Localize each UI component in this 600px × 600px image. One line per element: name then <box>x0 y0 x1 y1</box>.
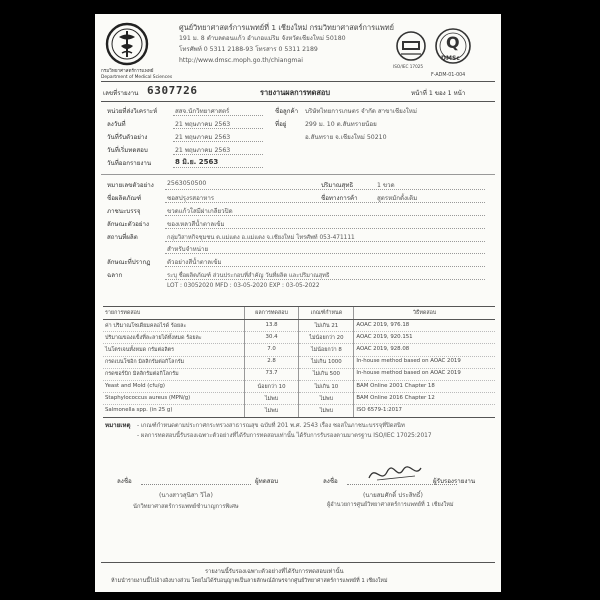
issue-date-value: 8 มิ.ย. 2563 <box>175 158 219 166</box>
sample-value: ของเหลวสีน้ำตาลเข้ม <box>167 221 225 228</box>
footer-line2: ห้ามนำรายงานนี้ไปอ้างอิงบางส่วน โดยไม่ได้รับอนุญาตเป็นลายลักษณ์อักษรจากศูนย์วิทยาศาสตร์การแพทย์ที่ 1 เชียงใหม่ <box>111 578 388 584</box>
row-criteria: ไม่เกิน 10 <box>299 380 354 392</box>
report-page <box>95 14 501 592</box>
row-method: AOAC 2019, 920.151 <box>354 332 495 344</box>
tester-name: (นางสาวสุนิสา วิไล) <box>159 492 213 499</box>
sample-value: ขวดแก้วใสมีฝาเกลียวปิด <box>167 208 233 215</box>
brand-value: สูตรหมักดั้งเดิม <box>377 195 418 202</box>
table-row <box>103 344 495 356</box>
row-result: ไม่พบ <box>244 393 299 405</box>
row-item: ปริมาณของแข็งที่ละลายได้ทั้งหมด ร้อยละ <box>103 332 244 344</box>
table-header-row <box>103 307 495 320</box>
sign-word-left: ลงชื่อ <box>117 478 132 485</box>
sample-value: สำหรับจำหน่าย <box>167 246 209 253</box>
col-header: รายการทดสอบ <box>103 307 244 320</box>
row-item: Yeast and Mold (cfu/g) <box>103 380 244 392</box>
tester-title: นักวิทยาศาสตร์การแพทย์ชำนาญการพิเศษ <box>133 504 239 510</box>
row-criteria: ไม่น้อยกว่า 20 <box>299 332 354 344</box>
sample-label: ภาชนะบรรจุ <box>107 208 141 215</box>
quality-seal-letter: Q <box>446 33 460 52</box>
row-item: Staphylococcus aureus (MPN/g) <box>103 393 244 405</box>
row-item: ค่า ปริมาณโซเดียมคลอไรด์ ร้อยละ <box>103 320 244 332</box>
notes-line2: - ผลการทดสอบนี้รับรองเฉพาะตัวอย่างที่ได้รับการทดสอบเท่านั้น ได้รับการรับรองตามมาตรฐาน ISO/IEC 17025:2017 <box>137 433 432 439</box>
dmsc-logo-icon <box>105 22 149 66</box>
approver-label: ผู้รับรองรายงาน <box>433 478 476 485</box>
header-org: ศูนย์วิทยาศาสตร์การแพทย์ที่ 1 เชียงใหม่ กรมวิทยาศาสตร์การแพทย์ <box>179 23 394 32</box>
accreditation-badge-icon <box>395 30 427 62</box>
row-result: 30.4 <box>244 332 299 344</box>
row-item: กรดเบนโซอิก มิลลิกรัมต่อกิโลกรัม <box>103 356 244 368</box>
row-method: BAM Online 2016 Chapter 12 <box>354 393 495 405</box>
row-criteria: ไม่เกิน 500 <box>299 368 354 380</box>
quality-seal-sub: DMSc <box>441 55 460 62</box>
dept-name-en: Department of Medical Sciences <box>101 75 173 80</box>
row-result: 73.7 <box>244 368 299 380</box>
sample-value: ตัวอย่างสีน้ำตาลเข้ม <box>167 259 222 266</box>
row-result: น้อยกว่า 10 <box>244 380 299 392</box>
row-method: In-house method based on AOAC 2019 <box>354 368 495 380</box>
sample-label: หมายเลขตัวอย่าง <box>107 182 154 189</box>
lot-line: LOT : 03052020 MFD : 03-05-2020 EXP : 03-05-2022 <box>167 283 320 289</box>
table-row <box>103 380 495 392</box>
report-no-value: 6307726 <box>147 84 198 97</box>
info-value: สสจ.นักวิทยาศาสตร์ <box>175 108 230 115</box>
brand-label: ชื่อทางการค้า <box>321 195 358 202</box>
row-criteria: ไม่เกิน 1000 <box>299 356 354 368</box>
row-method: In-house method based on AOAC 2019 <box>354 356 495 368</box>
sample-label: ฉลาก <box>107 272 123 279</box>
row-result: 2.8 <box>244 356 299 368</box>
qty-label: ปริมาณสุทธิ <box>321 182 354 189</box>
row-result: 13.8 <box>244 320 299 332</box>
info-label: หน่วยที่ส่งวิเคราะห์ <box>107 108 158 115</box>
row-method: ISO 6579-1:2017 <box>354 405 495 417</box>
row-criteria: ไม่เกิน 21 <box>299 320 354 332</box>
table-row <box>103 356 495 368</box>
results-table <box>103 306 495 418</box>
sample-label: สถานที่ผลิต <box>107 234 138 241</box>
sign-word-right: ลงชื่อ <box>323 478 338 485</box>
form-code: F-ADM-01-004 <box>431 73 466 78</box>
notes-line1: - เกณฑ์กำหนดตามประกาศกระทรวงสาธารณสุข ฉบับที่ 201 พ.ศ. 2543 เรื่อง ซอสในภาชนะบรรจุที่ปิดสนิท <box>137 423 405 429</box>
sample-value: ระบุ ชื่อผลิตภัณฑ์ ส่วนประกอบที่สำคัญ วันที่ผลิต และปริมาณสุทธิ <box>167 273 330 279</box>
sample-value: ซอสปรุงรสอาหาร <box>167 195 215 202</box>
address-label: ที่อยู่ <box>275 121 287 128</box>
footer-line1: รายงานนี้รับรองเฉพาะตัวอย่างที่ได้รับการทดสอบเท่านั้น <box>205 569 344 575</box>
sample-label: ลักษณะที่ปรากฏ <box>107 259 151 266</box>
row-result: 7.0 <box>244 344 299 356</box>
header-phone: โทรศัพท์ 0 5311 2188-93 โทรสาร 0 5311 2189 <box>179 46 318 53</box>
row-item: Salmonella spp. (in 25 g) <box>103 405 244 417</box>
report-no-label: เลขที่รายงาน <box>103 90 139 97</box>
sample-label: ลักษณะตัวอย่าง <box>107 221 150 228</box>
approver-name: (นายสมศักดิ์ ประสิทธิ์) <box>363 492 423 499</box>
table-row <box>103 332 495 344</box>
info-label: วันที่รับตัวอย่าง <box>107 134 148 141</box>
info-label: วันที่ออกรายงาน <box>107 160 152 167</box>
approver-title: ผู้อำนวยการศูนย์วิทยาศาสตร์การแพทย์ที่ 1 เชียงใหม่ <box>327 502 454 508</box>
sample-value: กลุ่มวิสาหกิจชุมชน ต.แม่แตง อ.แม่แตง จ.เชียงใหม่ โทรศัพท์ 053-471111 <box>167 235 355 241</box>
report-title: รายงานผลการทดสอบ <box>260 88 331 97</box>
row-criteria: ไม่พบ <box>299 405 354 417</box>
info-label: ลงวันที่ <box>107 121 126 128</box>
col-header: เกณฑ์กำหนด <box>299 307 354 320</box>
sample-label: ชื่อผลิตภัณฑ์ <box>107 195 142 202</box>
row-criteria: ไม่พบ <box>299 393 354 405</box>
row-item: ไนโตรเจนทั้งหมด กรัมต่อลิตร <box>103 344 244 356</box>
col-header: วิธีทดสอบ <box>354 307 495 320</box>
tester-label: ผู้ทดสอบ <box>255 478 279 485</box>
row-method: BAM Online 2001 Chapter 18 <box>354 380 495 392</box>
info-label: วันที่เริ่มทดสอบ <box>107 147 148 154</box>
address-line1: 299 ม. 10 ต.สันทรายน้อย <box>305 121 377 128</box>
row-item: กรดซอร์บิก มิลลิกรัมต่อกิโลกรัม <box>103 368 244 380</box>
signature-scribble-icon <box>365 462 425 486</box>
row-method: AOAC 2019, 976.18 <box>354 320 495 332</box>
notes-label: หมายเหตุ <box>105 422 131 429</box>
table-row <box>103 320 495 332</box>
address-line2: อ.สันทราย จ.เชียงใหม่ 50210 <box>305 134 387 141</box>
table-row <box>103 405 495 417</box>
row-method: AOAC 2019, 928.08 <box>354 344 495 356</box>
col-header: ผลการทดสอบ <box>244 307 299 320</box>
info-value: 21 พฤษภาคม 2563 <box>175 134 231 141</box>
customer-value: บริษัทไทยการเกษตร จำกัด สาขาเชียงใหม่ <box>305 108 417 115</box>
accreditation-tag: ISO/IEC 17025 <box>393 64 424 69</box>
info-value: 21 พฤษภาคม 2563 <box>175 147 231 154</box>
header-website: http://www.dmsc.moph.go.th/chiangmai <box>179 57 303 64</box>
row-criteria: ไม่น้อยกว่า 8 <box>299 344 354 356</box>
sample-value: 2563050500 <box>167 180 207 187</box>
table-row <box>103 368 495 380</box>
qty-value: 1 ขวด <box>377 182 395 189</box>
customer-label: ชื่อลูกค้า <box>275 108 299 115</box>
dept-name-th: กรมวิทยาศาสตร์การแพทย์ <box>101 69 154 74</box>
page-number: หน้าที่ 1 ของ 1 หน้า <box>411 90 466 97</box>
row-result: ไม่พบ <box>244 405 299 417</box>
info-value: 21 พฤษภาคม 2563 <box>175 121 231 128</box>
table-row <box>103 393 495 405</box>
header-address: 191 ม. 8 ตำบลดอนแก้ว อำเภอแม่ริม จังหวัดเชียงใหม่ 50180 <box>179 35 346 42</box>
